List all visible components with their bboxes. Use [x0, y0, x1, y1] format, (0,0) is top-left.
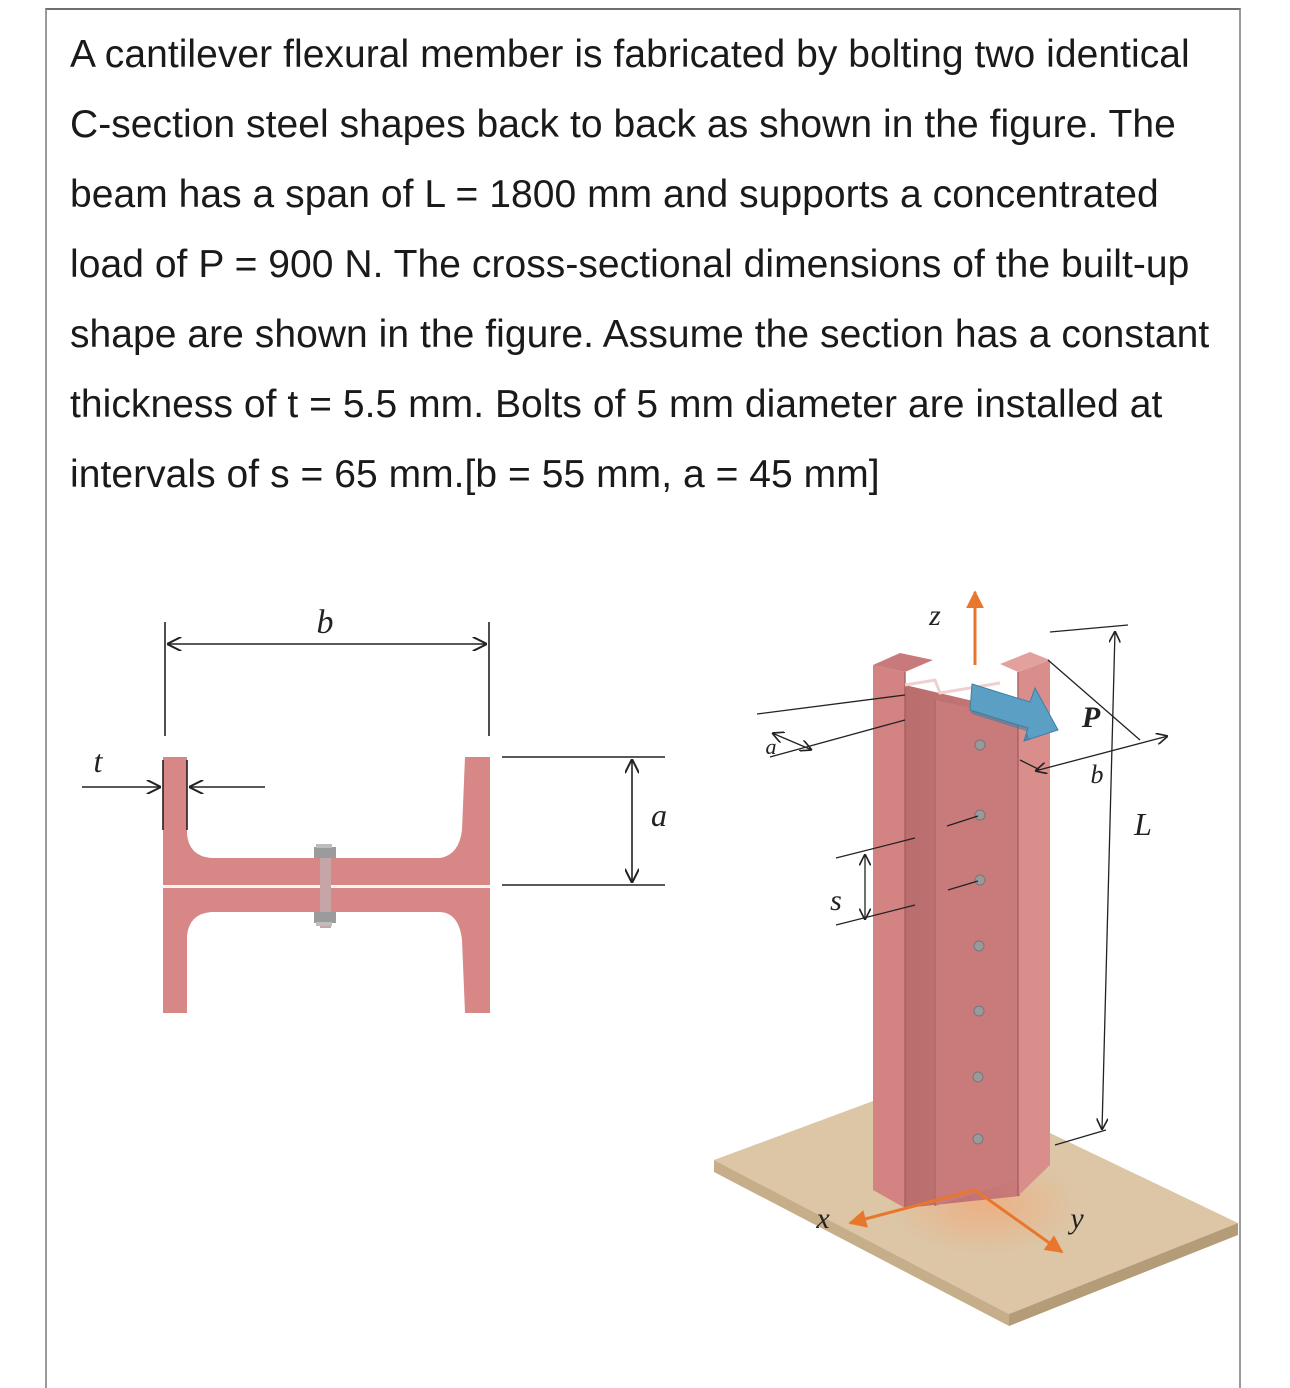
column-front-flange — [935, 700, 1018, 1206]
a-label: a — [651, 797, 667, 833]
x-label: x — [816, 1202, 830, 1235]
cross-section-diagram — [82, 604, 667, 1013]
s-label: s — [830, 884, 842, 917]
column-left-flange — [873, 665, 905, 1208]
iso-a-dimension — [772, 733, 812, 750]
l-ext-top — [1050, 625, 1128, 632]
l-ext-bottom — [1055, 1130, 1106, 1145]
column-right-flange — [1018, 660, 1050, 1196]
iso-a-label: a — [765, 734, 777, 759]
isometric-diagram — [714, 592, 1238, 1326]
y-label: y — [1070, 1202, 1084, 1235]
b-label: b — [316, 604, 334, 641]
problem-text: A cantilever flexural member is fabricated by bolting two identical C-section steel shapes back to back as shown in the figure. The beam has a span of L = 1800 mm and supports a concentrated load of P = 900 N. The cross-sectional dimensions of the built-up shape are shown in the figure. Assume the section has a constant thickness of t = 5.5 mm. Bolts of 5 mm diameter are installed at intervals of s = 65 mm.[b = 55 mm, a = 45 mm] — [70, 33, 1210, 496]
iso-b-label: b — [1090, 760, 1104, 789]
t-label: t — [93, 743, 103, 779]
l-label: L — [1134, 806, 1152, 842]
l-dimension-line — [1102, 631, 1115, 1130]
z-label: z — [929, 599, 941, 632]
p-label: P — [1081, 701, 1101, 734]
